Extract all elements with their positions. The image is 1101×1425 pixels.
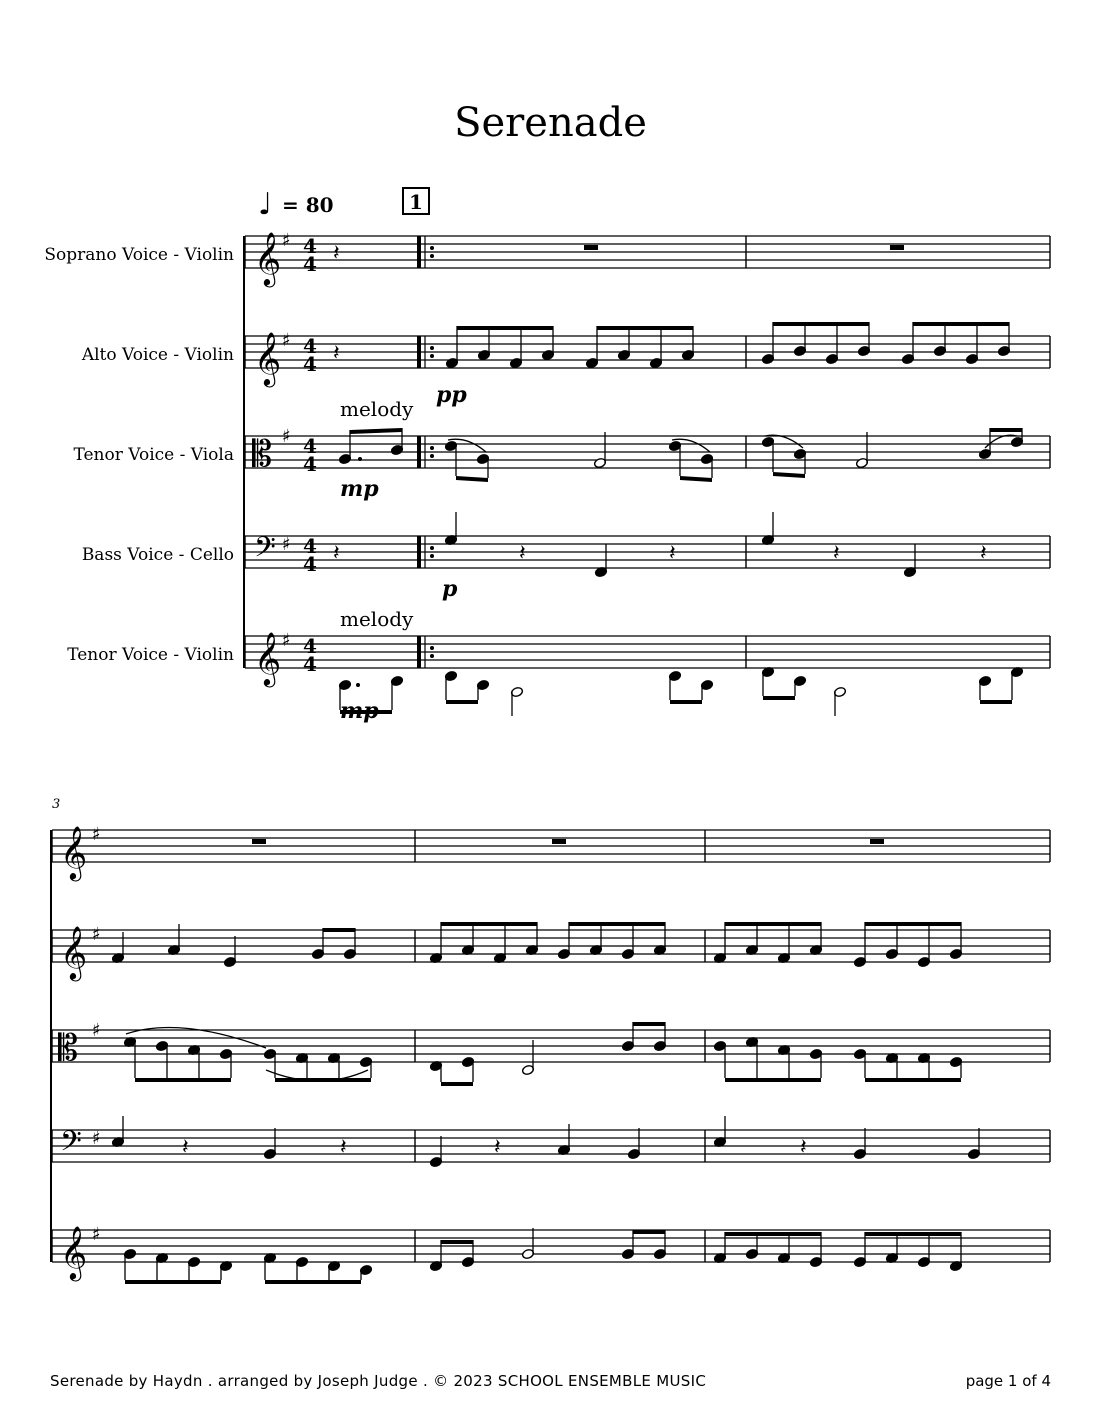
repeat-dot <box>430 454 434 458</box>
time-sig-top-3: 4 <box>303 434 317 458</box>
beam <box>457 326 553 330</box>
key-signature-sharp: ♯ <box>282 230 291 251</box>
time-sig-bottom-1: 4 <box>303 252 317 276</box>
beam <box>980 700 1012 704</box>
repeat-dot <box>430 254 434 258</box>
whole-rest <box>552 839 566 844</box>
beam <box>725 1078 821 1082</box>
beam <box>680 476 712 482</box>
instrument-name-3: Tenor Voice - Viola <box>73 445 234 465</box>
time-sig-top-5: 4 <box>303 634 317 658</box>
dynamic-violin: mp <box>340 698 379 724</box>
quarter-rest: 𝄽 <box>494 1135 501 1160</box>
beam <box>125 1280 221 1284</box>
dynamic-alto: pp <box>436 382 467 408</box>
treble-clef: 𝄞 <box>254 231 282 285</box>
beam <box>456 476 488 482</box>
beam <box>763 696 795 700</box>
score-title: Serenade <box>454 100 647 146</box>
beam <box>725 1232 821 1236</box>
repeat-dot <box>430 546 434 550</box>
system-bracket <box>243 236 245 668</box>
key-signature-sharp: ♯ <box>282 426 291 447</box>
beam <box>865 1078 961 1082</box>
quarter-rest: 𝄽 <box>333 541 340 566</box>
treble-clef: 𝄞 <box>60 1225 88 1279</box>
beam <box>135 1078 231 1082</box>
footer-credit: Serenade by Haydn . arranged by Joseph Judge . © 2023 SCHOOL ENSEMBLE MUSIC <box>50 1372 707 1390</box>
rehearsal-mark: 1 <box>409 190 423 214</box>
beam <box>441 922 537 926</box>
instrument-name-1: Soprano Voice - Violin <box>44 245 234 265</box>
dot <box>358 457 362 461</box>
time-sig-top-4: 4 <box>303 534 317 558</box>
tempo-marking: = 80 <box>282 193 334 217</box>
beam <box>773 322 869 326</box>
quarter-rest: 𝄽 <box>519 541 526 566</box>
beam <box>265 1280 361 1284</box>
page-number: page 1 of 4 <box>965 1372 1051 1390</box>
repeat-dot <box>430 446 434 450</box>
repeat-dot <box>430 646 434 650</box>
time-sig-bottom-5: 4 <box>303 652 317 676</box>
expression-melody-viola: melody <box>340 397 414 421</box>
key-signature-sharp: ♯ <box>92 1128 101 1149</box>
key-signature-sharp: ♯ <box>92 824 101 845</box>
time-sig-top-1: 4 <box>303 234 317 258</box>
instrument-name-2: Alto Voice - Violin <box>81 345 234 365</box>
beam <box>725 922 821 926</box>
quarter-rest: 𝄽 <box>333 241 340 266</box>
quarter-rest: 𝄽 <box>340 1135 347 1160</box>
repeat-dot <box>430 246 434 250</box>
whole-rest <box>870 839 884 844</box>
bass-clef: 𝄢 <box>60 1125 82 1165</box>
repeat-barline <box>417 636 421 668</box>
beam <box>865 922 961 926</box>
key-signature-sharp: ♯ <box>282 330 291 351</box>
dynamic-viola: mp <box>340 476 379 502</box>
time-sig-bottom-3: 4 <box>303 452 317 476</box>
beam <box>446 700 478 704</box>
repeat-barline <box>417 536 421 568</box>
quarter-rest: 𝄽 <box>833 541 840 566</box>
repeat-barline <box>417 236 421 268</box>
whole-rest <box>252 839 266 844</box>
alto-clef: 𝄡 <box>58 1028 79 1069</box>
beam <box>633 1230 665 1234</box>
treble-clef: 𝄞 <box>60 925 88 979</box>
repeat-dot <box>430 654 434 658</box>
instrument-name-4: Bass Voice - Cello <box>81 545 234 565</box>
beam <box>913 322 1009 326</box>
dynamic-cello: p <box>442 576 458 602</box>
treble-clef: 𝄞 <box>254 331 282 385</box>
quarter-rest: 𝄽 <box>669 541 676 566</box>
beam <box>569 922 665 926</box>
repeat-dot <box>430 346 434 350</box>
beam <box>670 700 702 704</box>
repeat-dot <box>430 354 434 358</box>
time-sig-bottom-4: 4 <box>303 552 317 576</box>
time-sig-bottom-2: 4 <box>303 352 317 376</box>
alto-clef: 𝄡 <box>252 434 273 475</box>
quarter-rest: 𝄽 <box>800 1135 807 1160</box>
system-bracket <box>50 830 52 1262</box>
beam <box>350 428 402 434</box>
measure-number: 3 <box>52 797 61 812</box>
repeat-barline <box>417 436 421 468</box>
treble-clef: 𝄞 <box>60 825 88 879</box>
expression-melody-violin: melody <box>340 607 414 631</box>
key-signature-sharp: ♯ <box>92 1224 101 1245</box>
tempo-note: ♩ <box>258 187 273 222</box>
quarter-rest: 𝄽 <box>333 341 340 366</box>
key-signature-sharp: ♯ <box>282 630 291 651</box>
beam <box>441 1082 473 1086</box>
repeat-barline <box>417 336 421 368</box>
dot <box>356 683 360 687</box>
beam <box>865 1232 961 1236</box>
beam <box>323 928 355 932</box>
quarter-rest: 𝄽 <box>980 541 987 566</box>
beam <box>441 1240 473 1244</box>
beam <box>597 326 693 330</box>
key-signature-sharp: ♯ <box>282 534 291 555</box>
beam <box>773 472 805 478</box>
beam <box>990 428 1022 432</box>
time-sig-top-2: 4 <box>303 334 317 358</box>
beam <box>633 1022 665 1026</box>
bass-clef: 𝄢 <box>254 531 276 571</box>
whole-rest <box>584 245 598 250</box>
instrument-name-5: Tenor Voice - Violin <box>67 645 234 665</box>
quarter-rest: 𝄽 <box>182 1135 189 1160</box>
treble-clef: 𝄞 <box>254 631 282 685</box>
key-signature-sharp: ♯ <box>92 1020 101 1041</box>
repeat-dot <box>430 554 434 558</box>
key-signature-sharp: ♯ <box>92 924 101 945</box>
whole-rest <box>890 245 904 250</box>
